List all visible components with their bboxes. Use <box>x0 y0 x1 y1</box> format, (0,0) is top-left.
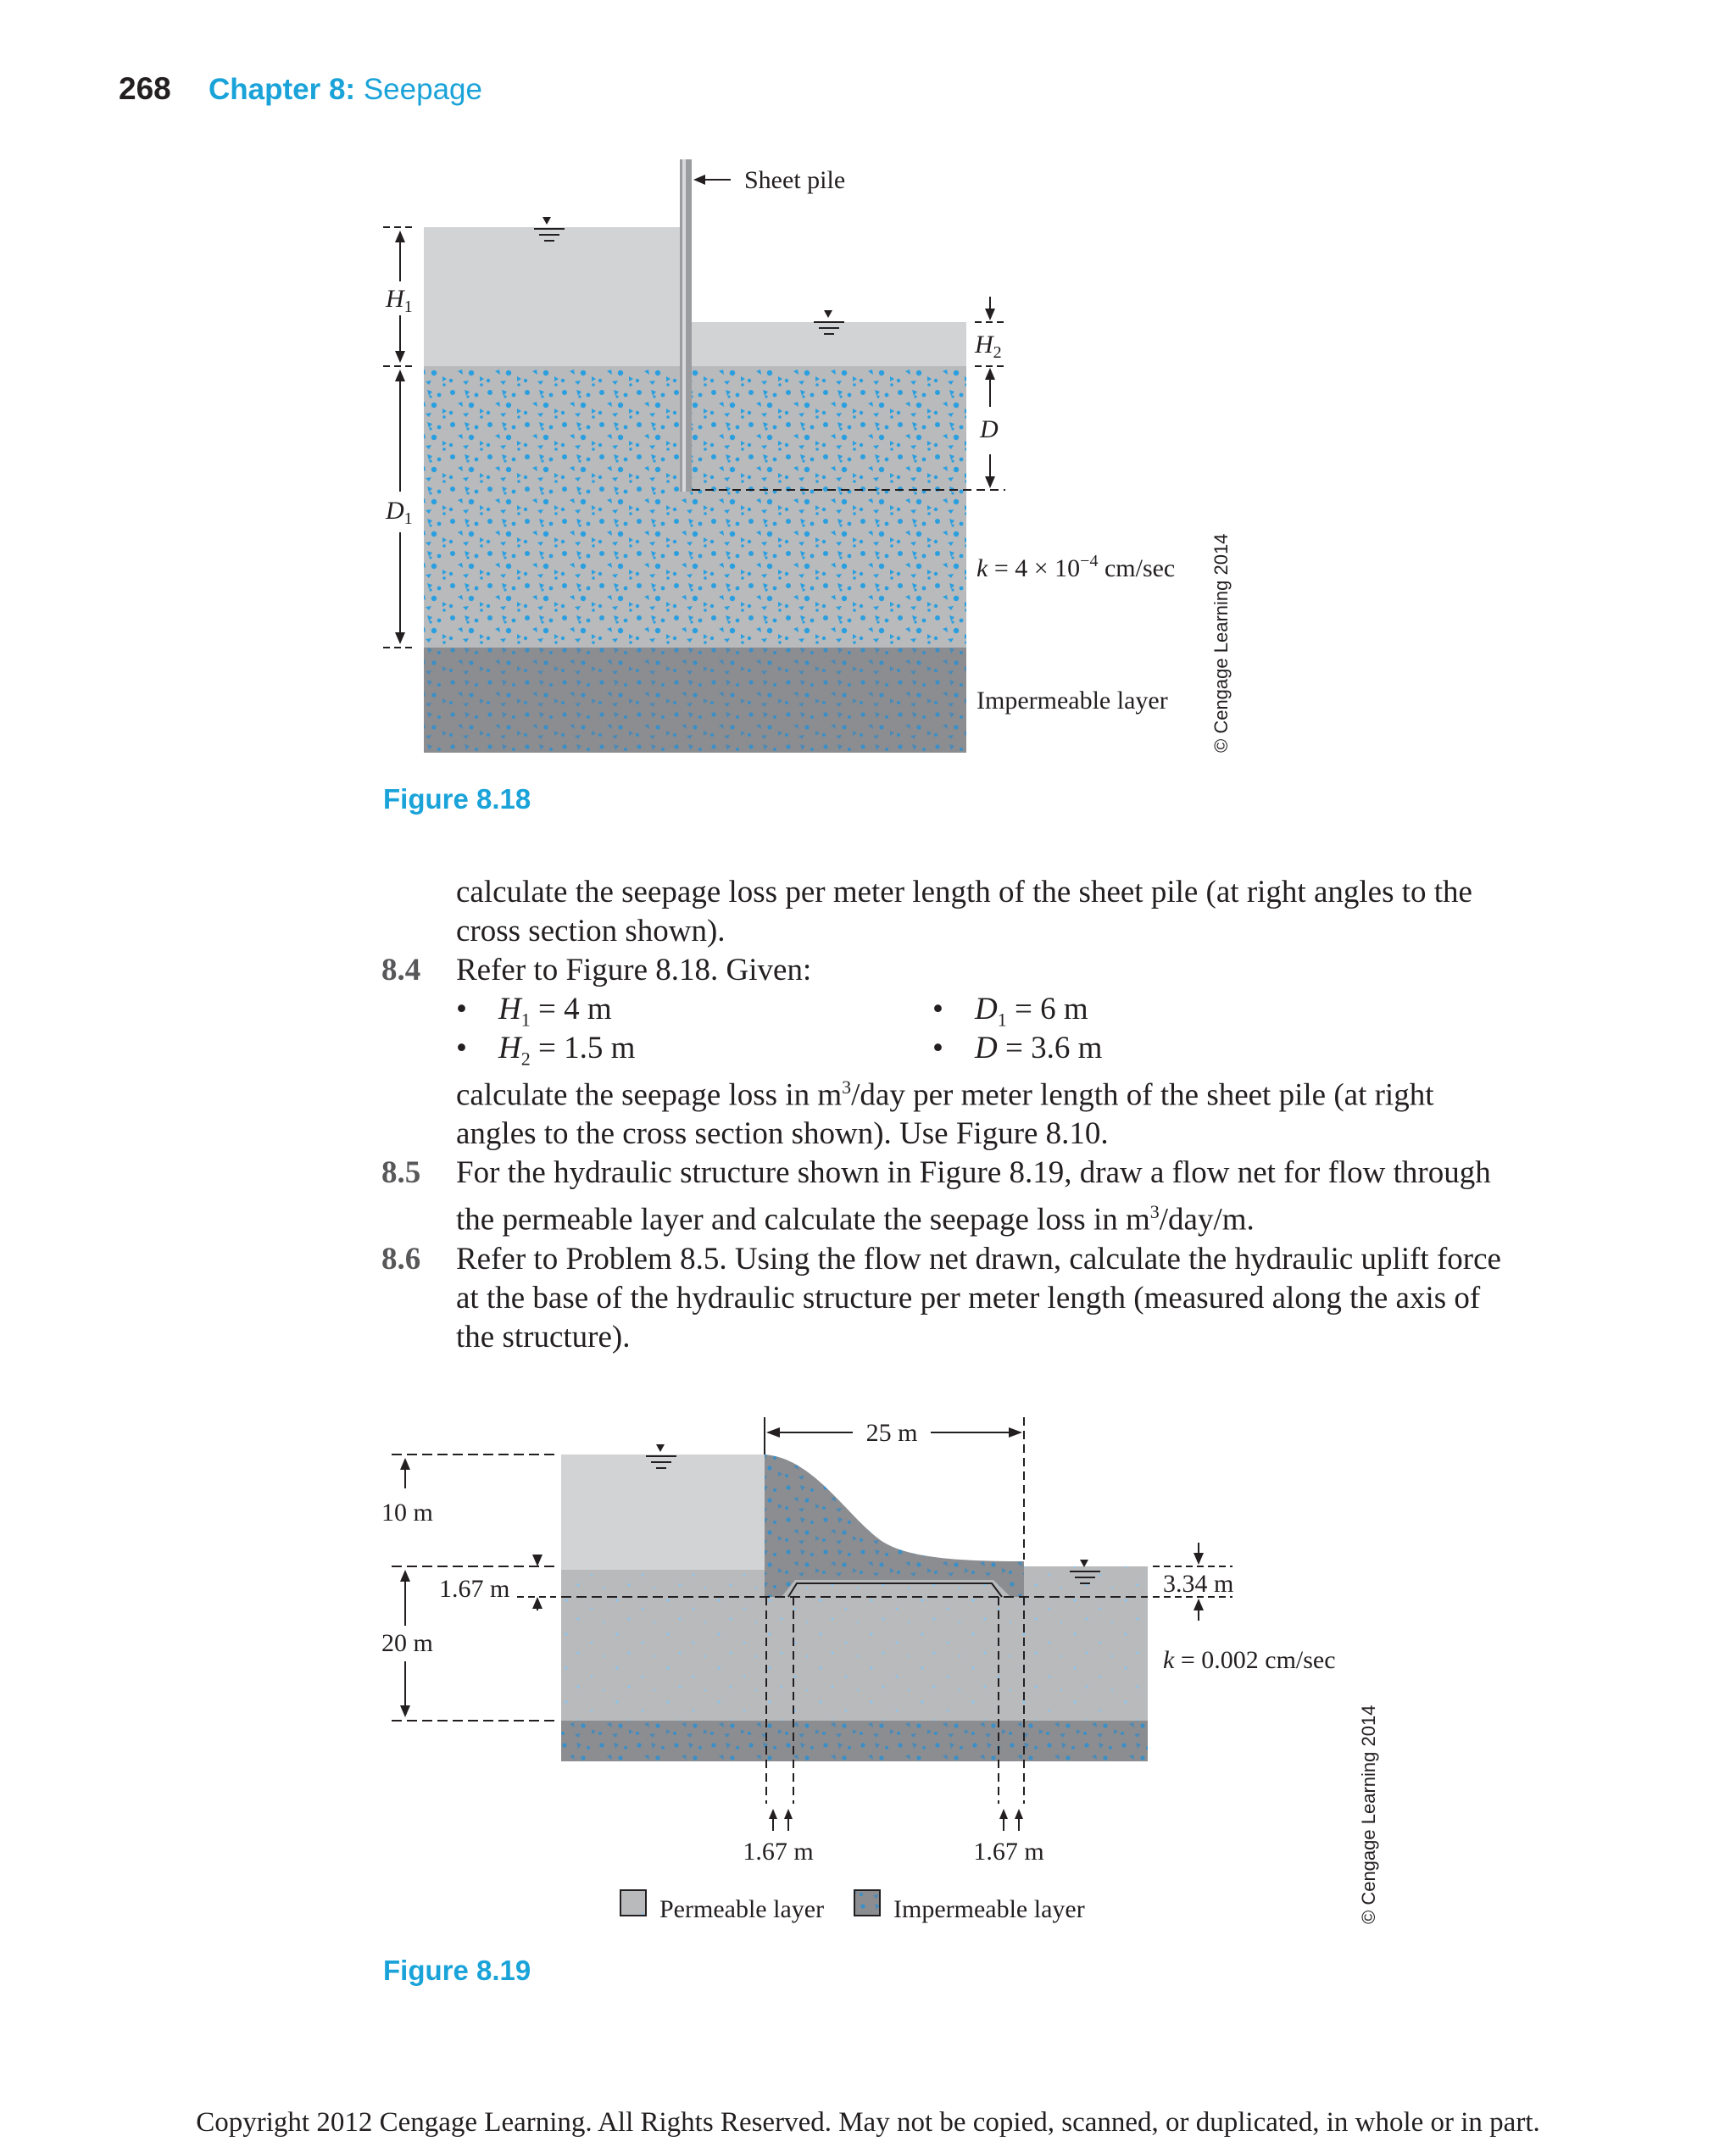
figure-8-19-caption: Figure 8.19 <box>383 1955 531 1986</box>
legend-impermeable-swatch <box>854 1890 880 1916</box>
dim-25m: 25 m <box>865 1419 918 1447</box>
dim-167-left: 1.67 m <box>439 1575 510 1603</box>
reservoir-water <box>561 1455 765 1575</box>
problem-number: 8.5 <box>381 1155 421 1191</box>
credit-8-19: © Cengage Learning 2014 <box>1358 1705 1379 1924</box>
chapter-title: Seepage <box>363 73 482 106</box>
problem-continuation: calculate the seepage loss per meter length of the sheet pile (at right angles to the cross section shown). <box>456 875 1472 948</box>
page-number: 268 <box>119 71 171 106</box>
d1-label: $D_1$ <box>386 497 413 528</box>
k-label-8-19: k = 0.002 cm/sec <box>1163 1646 1336 1674</box>
figure-8-18-caption: Figure 8.18 <box>383 783 531 815</box>
legend-permeable-label: Permeable layer <box>659 1895 825 1923</box>
problem-number: 8.6 <box>381 1241 421 1277</box>
water-upstream <box>424 227 687 366</box>
dim-167-b1: 1.67 m <box>743 1838 814 1866</box>
legend-impermeable-label: Impermeable layer <box>893 1895 1085 1923</box>
d-label: D <box>980 415 999 443</box>
h1-label: $H_1$ <box>386 285 413 316</box>
sheet-pile-label: Sheet pile <box>744 166 846 194</box>
problem-number: 8.4 <box>381 953 421 987</box>
copyright-footer: Copyright 2012 Cengage Learning. All Rights Reserved. May not be copied, scanned, or duplicated, in whole or in part. <box>196 2107 1540 2138</box>
problem-8-4: 8.4 Refer to Figure 8.18. Given: • $H_1 = 4$ m • $D_1 = 6$ m • $H_2 = 1.5$ m • D = 3.6 m calculate the seepage loss in $m^3$/day per meter length of the sheet pile (at right angles to the cross section shown). Use Figure 8.10. 8.5 For the hydraulic structure shown in Figure 8.19, draw a flow net for flow through the permeable layer and calculate the seepage loss in $m^3/day/m$. 8.6 Refer to Problem 8.5. Using the flow net drawn, calculate the hydraulic uplift force at the base of the hydraulic structure per meter length (measured along the axis of the structure). <box>381 953 1501 1354</box>
k-label-8-18: $k = 4 \times 10^{-4}$ cm/sec <box>976 552 1176 582</box>
h2-label: $H_2$ <box>975 331 1002 362</box>
dim-20m: 20 m <box>381 1629 433 1657</box>
legend-permeable-swatch <box>620 1890 646 1916</box>
hydraulic-structure <box>765 1455 1024 1597</box>
dim-10m: 10 m <box>381 1499 433 1527</box>
chapter-label: Chapter 8: <box>209 73 356 106</box>
permeable-layer <box>424 366 966 648</box>
dim-167-b2: 1.67 m <box>973 1838 1044 1866</box>
impermeable-label-8-18: Impermeable layer <box>976 687 1168 715</box>
dim-334: 3.34 m <box>1163 1570 1234 1598</box>
impermeable-base-8-19 <box>561 1721 1148 1761</box>
impermeable-layer <box>424 648 966 753</box>
credit-8-18: © Cengage Learning 2014 <box>1210 533 1232 753</box>
